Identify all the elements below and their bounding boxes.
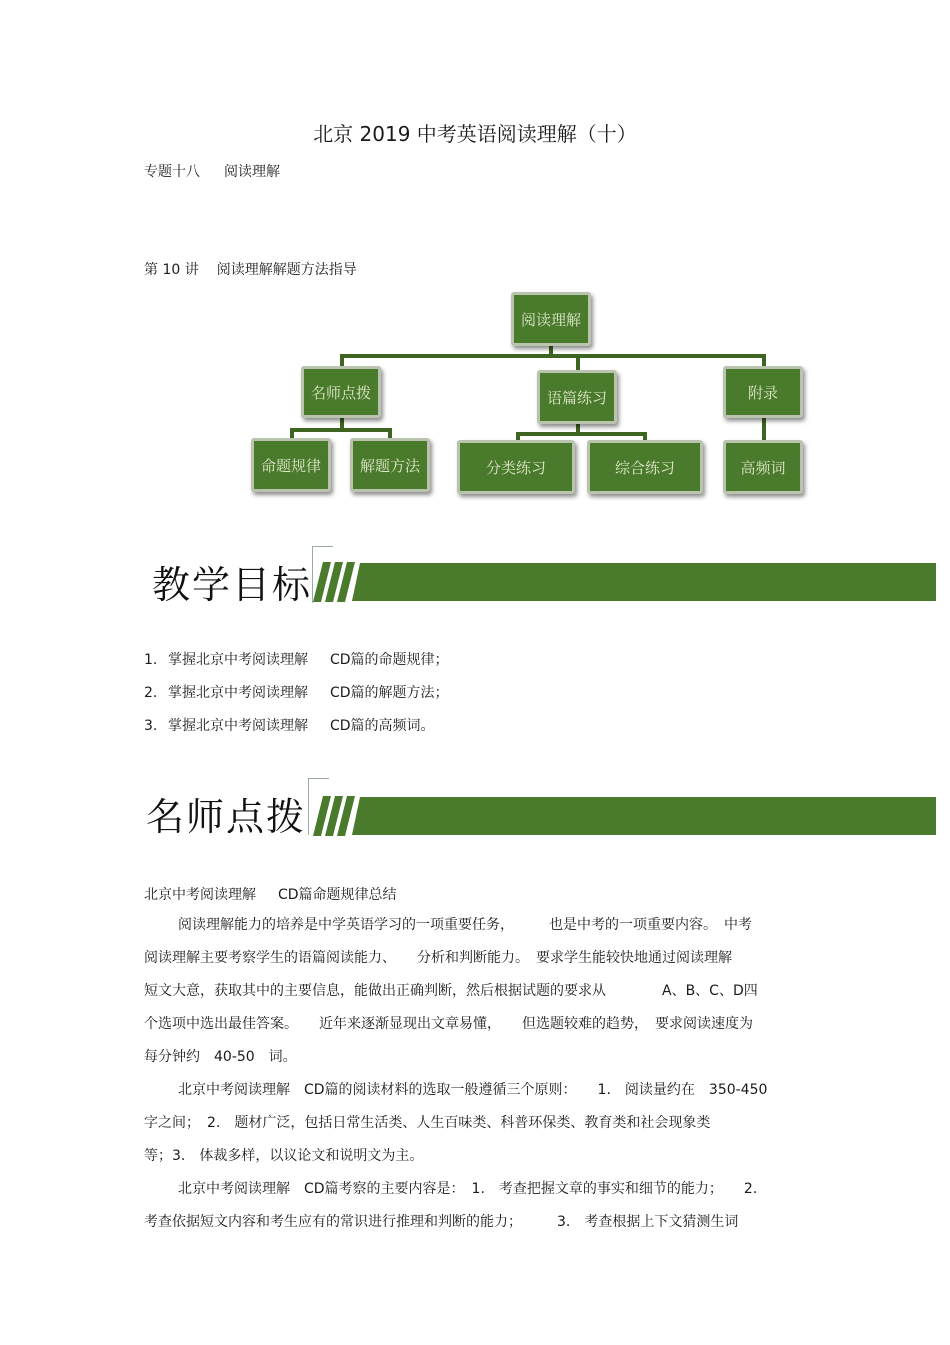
banner-bar [352,797,936,835]
text-line: 每分钟约 40-50 词。 [144,1049,297,1065]
mindmap-node-appendix: 附录 [723,366,803,418]
banner-bar [352,563,936,601]
text-line: 字之间； 2. 题材广泛，包括日常生活类、人生百味类、科普环保类、教育类和社会现象类 [144,1115,711,1131]
list-item [144,649,449,669]
text-line: 阅读理解能力的培养是中学英语学习的一项重要任务， 也是中考的一项重要内容。 中考 [178,917,752,933]
list-item [144,715,435,735]
mindmap-node-rules: 命题规律 [251,438,331,492]
item-number: 3. [144,718,158,734]
item-text: 掌握北京中考阅读理解 [168,685,308,701]
mindmap-node-high-frequency-words: 高频词 [723,440,803,494]
text-line: 北京中考阅读理解 CD篇考察的主要内容是： 1. 考查把握文章的事实和细节的能力； 2. [178,1181,758,1197]
lecture-line [144,259,357,279]
item-text-b: CD篇的命题规律； [330,652,449,668]
section-heading-tips: 名师点拨 [146,795,307,839]
item-text: 掌握北京中考阅读理解 [168,718,308,734]
body-text [144,909,809,1239]
item-number: 2. [144,685,158,701]
mindmap-node-tips: 名师点拨 [301,366,381,418]
page-title: 北京 2019 中考英语阅读理解（十） [313,122,637,146]
text-line: 等；3. 体裁多样，以议论文和说明文为主。 [144,1148,424,1164]
list-item [144,682,449,702]
mindmap-node-practice: 语篇练习 [537,370,617,424]
lecture-name: 阅读理解解题方法指导 [216,262,357,278]
text-line: 考查依据短文内容和考生应有的常识进行推理和判断的能力； 3. 考查根据上下文猜测生词 [144,1214,739,1230]
topic-name: 阅读理解 [224,164,280,180]
lecture-number: 第 10 讲 [144,262,199,278]
mind-map [0,0,950,520]
item-text-b: CD篇的解题方法； [330,685,449,701]
text-line: 北京中考阅读理解 CD篇的阅读材料的选取一般遵循三个原则： 1. 阅读量约在 350-450 [178,1082,768,1098]
mindmap-node-methods: 解题方法 [350,438,430,492]
text-line: 短文大意，获取其中的主要信息，能做出正确判断，然后根据试题的要求从 A、B、C、D四 [144,983,758,999]
mindmap-node-comprehensive-practice: 综合练习 [587,440,703,494]
mindmap-root-node: 阅读理解 [511,292,591,346]
subtitle-text: 北京中考阅读理解 [144,887,256,903]
topic-number: 专题十八 [144,164,200,180]
item-number: 1. [144,652,158,668]
subtitle-text-b: CD篇命题规律总结 [278,887,397,903]
text-line: 个选项中选出最佳答案。 近年来逐渐显现出文章易懂， 但选题较难的趋势， 要求阅读速度为 [144,1016,753,1032]
item-text-b: CD篇的高频词。 [330,718,435,734]
section-heading-objectives: 教学目标 [152,563,313,607]
topic-line [144,161,280,181]
section-subtitle [144,884,397,904]
item-text: 掌握北京中考阅读理解 [168,652,308,668]
mindmap-node-category-practice: 分类练习 [457,440,575,494]
text-line: 阅读理解主要考察学生的语篇阅读能力、 分析和判断能力。 要求学生能较快地通过阅读理解 [144,950,732,966]
